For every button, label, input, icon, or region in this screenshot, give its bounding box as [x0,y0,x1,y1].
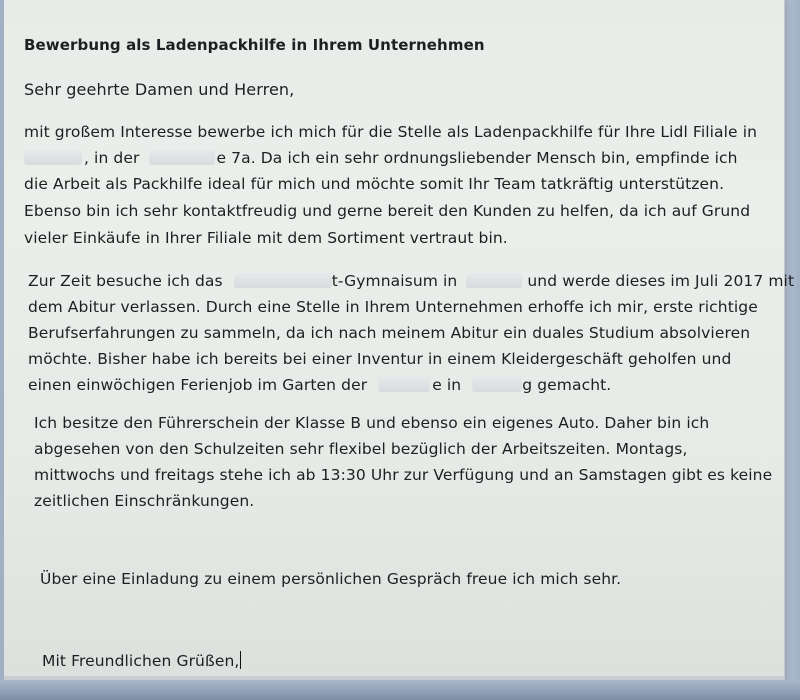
paragraph-1-line-4: Ebenso bin ich sehr kontaktfreudig und gerne bereit den Kunden zu helfen, da ich auf Grund [24,202,751,220]
document-page[interactable] [4,0,795,694]
text-fragment: einen einwöchigen Ferienjob im Garten der [28,376,368,394]
paragraph-3-line-1: Ich besitze den Führerschein der Klasse B und ebenso ein eigenes Auto. Daher bin ich [34,414,710,432]
paragraph-1-line-5: vieler Einkäufe in Ihrer Filiale mit dem Sortiment vertraut bin. [24,229,508,247]
redacted-block [378,377,430,392]
paragraph-3-line-3: mittwochs und freitags stehe ich ab 13:30 Uhr zur Verfügung und an Samstagen gibt es keine [34,466,773,484]
signoff-text: Mit Freundlichen Grüßen, [42,652,240,670]
redacted-block [234,273,332,288]
text-fragment: Zur Zeit besuche ich das [28,272,223,290]
text-fragment: , in der [84,149,140,167]
redacted-block [472,377,522,392]
paragraph-2-line-5 [28,376,611,394]
text-fragment: und werde dieses im Juli 2017 mit [522,272,795,290]
redacted-block [149,150,215,165]
redacted-block [466,273,522,288]
paragraph-3-line-2: abgesehen von den Schulzeiten sehr flexibel bezüglich der Arbeitszeiten. Montags, [34,440,688,458]
text-cursor [240,651,241,669]
paragraph-1-line-3: die Arbeit als Packhilfe ideal für mich und möchte somit Ihr Team tatkräftig unterstützen. [24,175,725,193]
paragraph-2-line-2: dem Abitur verlassen. Durch eine Stelle in Ihrem Unternehmen erhoffe ich mir, erste richtige [28,298,758,316]
text-fragment: e 7a. Da ich ein sehr ordnungsliebender Mensch bin, empfinde ich [216,149,738,167]
subject-line: Bewerbung als Ladenpackhilfe in Ihrem Unternehmen [24,36,485,54]
paragraph-2-line-1 [28,272,794,290]
text-fragment: t-Gymnaisum in [331,272,458,290]
window-bottom-bar [0,680,800,700]
signoff-line[interactable] [42,651,241,670]
text-fragment: e in [432,376,462,394]
paragraph-2-line-3: Berufserfahrungen zu sammeln, da ich nach meinem Abitur ein duales Studium absolvieren [28,324,751,342]
closing-line: Über eine Einladung zu einem persönlichen Gespräch freue ich mich sehr. [40,570,622,588]
paragraph-1-line-2 [24,149,738,167]
paragraph-2-line-4: möchte. Bisher habe ich bereits bei einer Inventur in einem Kleidergeschäft geholfen und [28,350,732,368]
greeting-line: Sehr geehrte Damen und Herren, [24,80,295,99]
redacted-block [24,150,82,165]
text-fragment: g gemacht. [522,376,612,394]
paragraph-1-line-1: mit großem Interesse bewerbe ich mich für die Stelle als Ladenpackhilfe für Ihre Lidl Filiale in [24,123,758,141]
paragraph-3-line-4: zeitlichen Einschränkungen. [34,492,255,510]
